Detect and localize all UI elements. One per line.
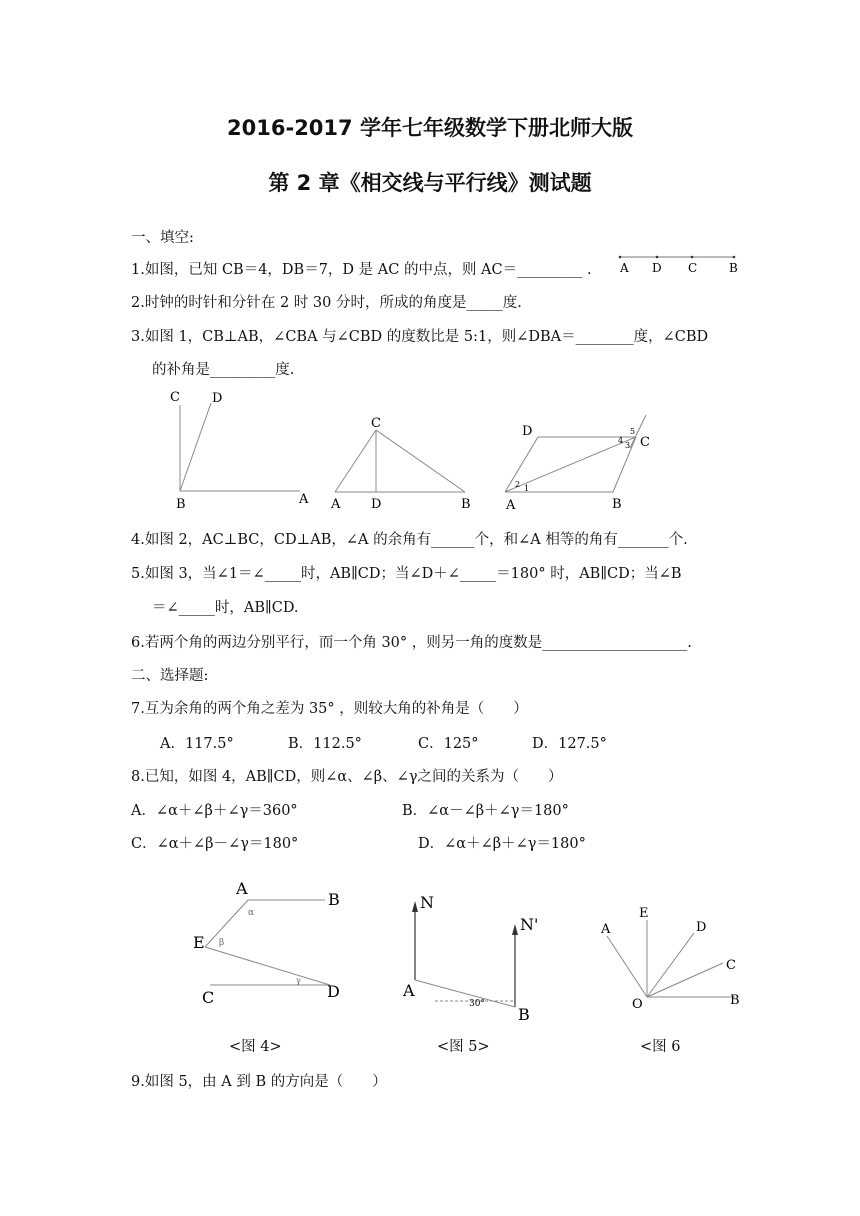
fig5-label-a: A (403, 981, 415, 1000)
q7-option-b: B．112.5° (288, 736, 362, 752)
fig3-angle-3: 3 (625, 441, 631, 450)
doc-subtitle: 第 2 章《相交线与平行线》测试题 (268, 171, 592, 195)
fig6-label-b: B (730, 993, 740, 1008)
caption-figure-5: <图 5> (437, 1039, 490, 1055)
fig4-label-e: E (193, 933, 205, 952)
fig4-label-d: D (327, 982, 340, 1001)
q1-label-d: D (652, 261, 662, 275)
caption-figure-6: <图 6 (640, 1039, 681, 1055)
question-5-line2: ＝∠_____时，AB∥CD. (152, 600, 299, 616)
question-7: 7.互为余角的两个角之差为 35° ，则较大角的补角是（ ） (131, 701, 528, 717)
fig6-label-e: E (639, 906, 649, 921)
question-4: 4.如图 2，AC⊥BC，CD⊥AB，∠A 的余角有______个，和∠A 相等的角有_______个. (131, 532, 688, 548)
fig1-label-d: D (212, 391, 223, 406)
fig6-label-c: C (726, 958, 736, 973)
fig6-label-a: A (601, 922, 611, 937)
fig2-label-b: B (461, 497, 471, 512)
q1-label-c: C (688, 261, 698, 275)
caption-figure-4: <图 4> (229, 1039, 282, 1055)
fig2-label-a: A (331, 497, 341, 512)
q8-option-a: A．∠α＋∠β＋∠γ＝360° (131, 803, 298, 819)
fig5-label-b: B (518, 1005, 530, 1024)
doc-title: 2016-2017 学年七年级数学下册北师大版 (227, 116, 633, 140)
q7-option-c: C．125° (418, 736, 479, 752)
question-1: 1.如图，已知 CB＝4，DB＝7，D 是 AC 的中点，则 AC＝_________ . (131, 262, 592, 278)
q8-option-d: D．∠α＋∠β＋∠γ＝180° (418, 836, 586, 852)
fig3-label-d: D (522, 424, 533, 439)
figure-2 (325, 410, 480, 515)
q7-option-a: A．117.5° (160, 736, 234, 752)
fig4-label-b: B (328, 890, 340, 909)
fig6-label-o: O (632, 997, 643, 1012)
question-6: 6.若两个角的两边分别平行，而一个角 30° ，则另一角的度数是____________________. (131, 635, 692, 651)
question-2: 2.时钟的时针和分针在 2 时 30 分时，所成的角度是_____度. (131, 295, 522, 311)
fig3-angle-5: 5 (630, 427, 636, 436)
figure-6 (590, 900, 750, 1015)
fig4-label-a: A (236, 879, 248, 898)
section-multiple-choice: 二、选择题: (131, 668, 209, 684)
fig3-angle-1: 1 (524, 484, 530, 493)
fig3-label-c: C (640, 435, 650, 450)
fig1-label-a: A (299, 492, 309, 507)
fig4-angle-beta: β (219, 938, 225, 948)
fig4-angle-alpha: α (248, 908, 255, 918)
fig4-label-c: C (202, 988, 215, 1007)
fig6-label-d: D (696, 920, 707, 935)
q1-line-figure (612, 248, 742, 278)
figure-4 (190, 875, 350, 1010)
figure-3 (500, 410, 660, 515)
figure-1 (165, 385, 315, 515)
q8-option-c: C．∠α＋∠β－∠γ＝180° (131, 836, 299, 852)
fig1-label-c: C (170, 390, 180, 405)
fig1-label-b: B (176, 497, 186, 512)
fig3-label-b: B (612, 497, 622, 512)
fig3-label-a: A (506, 498, 516, 513)
fig5-label-n-prime: N' (520, 915, 539, 934)
question-5-line1: 5.如图 3，当∠1＝∠_____时，AB∥CD；当∠D＋∠_____＝180° 时，AB∥CD；当∠B (131, 566, 682, 582)
fig5-angle-30: 30° (469, 999, 485, 1009)
fig3-angle-2: 2 (515, 480, 521, 489)
question-9: 9.如图 5，由 A 到 B 的方向是（ ） (131, 1074, 387, 1090)
fig2-label-d: D (371, 497, 382, 512)
question-3-line1: 3.如图 1，CB⊥AB，∠CBA 与∠CBD 的度数比是 5:1，则∠DBA＝________度，∠CBD (131, 329, 709, 345)
fig4-angle-gamma: γ (296, 976, 301, 985)
q1-label-a: A (620, 261, 629, 275)
figure-5 (395, 885, 550, 1030)
fig5-label-n: N (420, 893, 434, 912)
q7-option-d: D．127.5° (532, 736, 607, 752)
question-3-line2: 的补角是_________度. (152, 362, 295, 378)
fig2-label-c: C (371, 416, 381, 431)
question-8: 8.已知，如图 4，AB∥CD，则∠α、∠β、∠γ之间的关系为（ ） (131, 769, 563, 785)
section-fill-in: 一、填空: (131, 230, 194, 246)
q8-option-b: B．∠α－∠β＋∠γ＝180° (402, 803, 569, 819)
fig3-angle-4: 4 (618, 436, 624, 445)
q1-label-b: B (729, 261, 738, 275)
